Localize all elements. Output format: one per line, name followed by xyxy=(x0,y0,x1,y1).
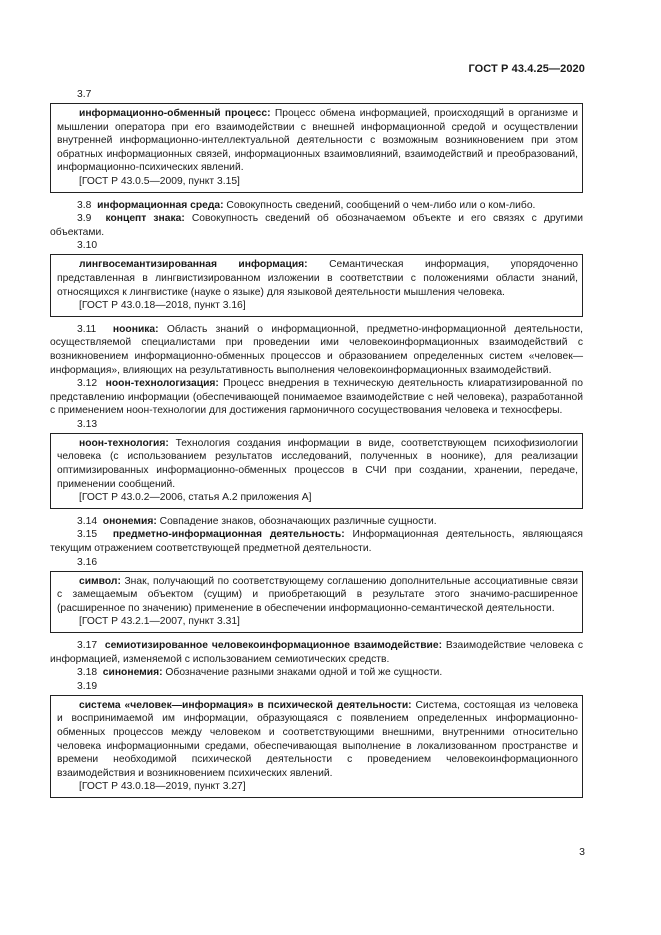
quoted-definition-box xyxy=(50,103,583,193)
term: лингвосемантизированная информация: xyxy=(79,259,308,271)
definition-item xyxy=(50,323,583,377)
term: информационно-обменный процесс: xyxy=(79,108,271,119)
term: информационная среда: xyxy=(97,199,224,211)
definition-item xyxy=(50,212,583,239)
term: ононемия: xyxy=(102,515,157,527)
definition-text: Обозначение разными знаками одной и той же сущности. xyxy=(162,667,443,679)
term: предметно-информационная деятельность: xyxy=(112,529,345,541)
definition-text: Система, состоящая из человека и воспринимаемой им информации, образующаяся с появлением определенных информационно-обменных процессов между человеком и соответствующими внешними, внутренними относительно человека информационными средами, обеспечивающая выполнение в локализованном пространстве и времени необходимой психической деятельности с проведением человекоинформационного взаимодействия и возникновением психических явлений. xyxy=(57,699,578,779)
entry-number: 3.8 xyxy=(77,199,92,211)
definition-item xyxy=(50,528,583,555)
source-reference: [ГОСТ Р 43.0.18—2018, пункт 3.16] xyxy=(79,300,246,312)
source-reference: [ГОСТ Р 43.0.18—2019, пункт 3.27] xyxy=(79,781,246,793)
entry-number: 3.13 xyxy=(77,418,98,430)
document-code-header: ГОСТ Р 43.4.25—2020 xyxy=(468,63,585,75)
quoted-definition-box xyxy=(50,571,583,633)
term: семиотизированное человекоинформационное взаимодействие: xyxy=(104,640,443,651)
definition-item xyxy=(50,377,583,418)
term: система «человек—информация» в психической деятельности: xyxy=(79,699,412,711)
definition-text: Взаимодействие человека с информацией, изменяемой с использованием семиотических средств. xyxy=(50,640,583,665)
term: ноон-технологизация: xyxy=(105,378,219,390)
definition-paragraph xyxy=(57,107,578,175)
entry-number: 3.16 xyxy=(77,556,98,568)
entry-number: 3.9 xyxy=(77,213,92,225)
definition-item xyxy=(50,515,583,529)
page-number: 3 xyxy=(579,846,585,858)
entry-number: 3.14 xyxy=(77,515,98,527)
term: синонемия: xyxy=(102,667,163,679)
entry-number: 3.10 xyxy=(77,240,98,252)
definition-text: Информационная деятельность, являющаяся текущим отражением соответствующей предметной деятельности. xyxy=(50,529,583,555)
definition-text: Процесс обмена информацией, происходящий в организме и мышлении оператора при его взаимодействии с внешней информационной средой и осуществлении внутренней информационно-интеллектуальной деятельности с возможным возникновением при этом обратных информационных связей, информационных взаимовлияний, взаимодействий и преобразований, информационно-психических явлений. xyxy=(57,108,578,174)
entry-number: 3.11 xyxy=(77,323,97,335)
definition-text: Семантическая информация, упорядоченно представленная в лингвистизированном изложении в соответствии с положениями области знаний, относящихся к лингвистике (науке о языке) для языковой деятельности мышления человека. xyxy=(57,259,578,298)
definition-paragraph xyxy=(57,437,578,491)
definition-paragraph xyxy=(57,699,578,781)
entry-number: 3.12 xyxy=(77,378,98,390)
definition-text: Процесс внедрения в техническую деятельность клиаратизированной по представлению информации (обеспечивающей понимаемое взаимодействие с ней человека), разработанной с применением ноон-технологии для достижения гармоничного сосуществования человека и техносферы. xyxy=(50,378,583,417)
source-reference: [ГОСТ Р 43.0.2—2006, статья А.2 приложения А] xyxy=(79,492,312,504)
source-reference: [ГОСТ Р 43.2.1—2007, пункт 3.31] xyxy=(79,616,240,628)
definition-paragraph xyxy=(57,575,578,616)
document-body xyxy=(50,88,583,801)
entry-number: 3.17 xyxy=(77,640,98,651)
term: символ: xyxy=(79,575,121,587)
definition-text: Совпадение знаков, обозначающих различные сущности. xyxy=(156,515,437,527)
quoted-definition-box xyxy=(50,254,583,316)
definition-text: Технология создания информации в виде, соответствующем психофизиологии человека (с использованием результатов исследований, полученных в ноонике), для реализации оптимизированных информационно-обменных процессов в СЧИ при создании, хранении, передаче, применении сообщений. xyxy=(57,437,578,490)
term: ноон-технология: xyxy=(79,437,169,449)
term: концепт знака: xyxy=(105,213,185,225)
definition-item xyxy=(50,199,583,213)
entry-number: 3.19 xyxy=(77,680,98,692)
term: нооника: xyxy=(112,323,159,335)
definition-paragraph xyxy=(57,258,578,299)
entry-number: 3.7 xyxy=(77,89,92,100)
quoted-definition-box xyxy=(50,433,583,509)
source-reference: [ГОСТ Р 43.0.5—2009, пункт 3.15] xyxy=(79,175,240,187)
entry-number: 3.15 xyxy=(77,529,98,541)
definition-text: Совокупность сведений, сообщений о чем-либо или о ком-либо. xyxy=(223,199,536,211)
definition-text: Знак, получающий по соответствующему соглашению дополнительные ассоциативные связи с замещаемым объектом (сущим) и приобретающий в результате этого значимо-расширенное (расширенное по значению) применение в обеспечении информационно-семантической деятельности. xyxy=(57,575,578,614)
definition-item xyxy=(50,666,583,680)
entry-number: 3.18 xyxy=(77,667,98,679)
definition-text: Область знаний о информационной, предметно-информационной деятельности, осуществляемой специалистами при проведении ими человекоинформационных взаимодействий с возникновением информационно-обменных процессов и образованием определенных систем «человек—информация», влияющих на результативность выполнения человекоинформационных взаимодействий. xyxy=(50,323,583,376)
definition-item xyxy=(50,639,583,666)
quoted-definition-box xyxy=(50,695,583,798)
definition-text: Совокупность сведений об обозначаемом объекте и его связях с другими объектами. xyxy=(50,213,583,238)
